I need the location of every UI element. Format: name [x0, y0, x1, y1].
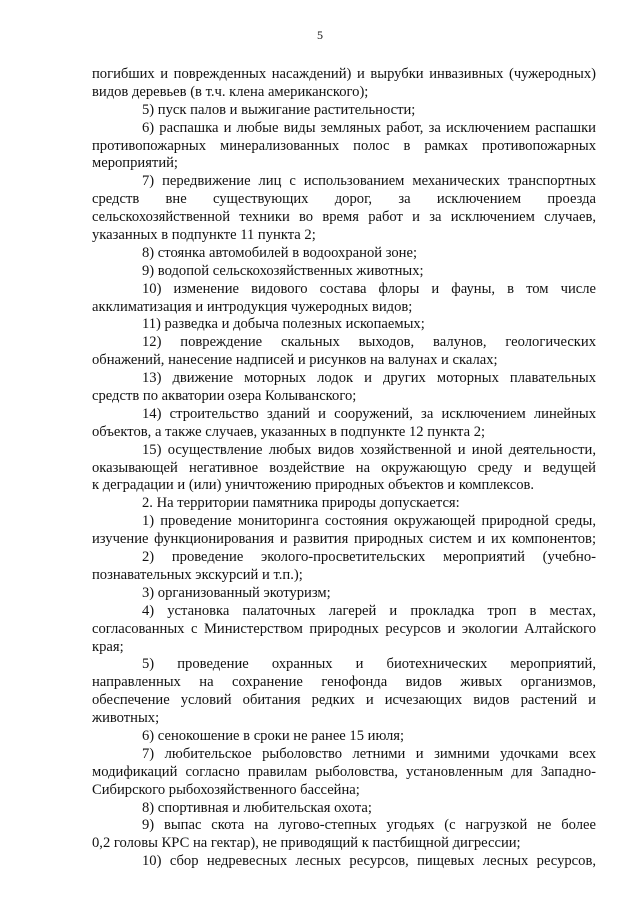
text-line: 9) водопой сельскохозяйственных животных;	[142, 262, 424, 279]
page-number: 5	[317, 28, 323, 42]
text-line: средств вне существующих дорог, за исключением проезда	[92, 191, 596, 208]
text-line: животных;	[92, 710, 160, 727]
text-line: 5) пуск палов и выжигание растительности;	[142, 101, 416, 118]
text-line: 8) спортивная и любительская охота;	[142, 799, 372, 816]
text-line: 13) движение моторных лодок и других моторных плавательных	[142, 370, 596, 387]
text-line: объектов, а также случаев, указанных в подпункте 12 пункта 2;	[92, 423, 486, 440]
text-line: обеспечение условий обитания редких и исчезающих видов растений и	[92, 692, 596, 709]
text-line: акклиматизация и интродукция чужеродных видов;	[92, 298, 413, 315]
text-line: противопожарных минерализованных полос в рамках противопожарных	[92, 137, 596, 154]
text-line: 14) строительство зданий и сооружений, за исключением линейных	[142, 405, 596, 422]
text-line: обнажений, нанесение надписей и рисунков на валунах и скалах;	[92, 352, 498, 369]
text-line: 2. На территории памятника природы допускается:	[142, 495, 460, 512]
text-line: 12) повреждение скальных выходов, валунов, геологических	[142, 334, 596, 351]
text-line: края;	[92, 638, 124, 655]
text-line: 11) разведка и добыча полезных ископаемых;	[142, 316, 425, 333]
text-line: 8) стоянка автомобилей в водоохраной зоне;	[142, 244, 418, 261]
text-line: мероприятий;	[92, 155, 178, 172]
text-line: изучение функционирования и развития природных систем и их компонентов;	[92, 531, 596, 548]
text-line: 7) любительское рыболовство летними и зимними удочками всех	[142, 745, 596, 762]
text-line: модификаций согласно правилам рыболовства, установленным для Западно-	[92, 763, 596, 780]
text-line: указанных в подпункте 11 пункта 2;	[92, 227, 316, 244]
text-line: направленных на сохранение генофонда видов живых организмов,	[92, 674, 596, 691]
text-line: погибших и поврежденных насаждений) и вырубки инвазивных (чужеродных)	[92, 66, 596, 82]
text-line: к деградации и (или) уничтожению природных объектов и комплексов.	[92, 477, 535, 494]
text-line: средств по акватории озера Колыванского;	[92, 388, 357, 405]
text-line: 9) выпас скота на лугово-степных угодьях (с нагрузкой не более	[142, 817, 596, 834]
text-line: 7) передвижение лиц с использованием механических транспортных	[142, 173, 596, 190]
document-body	[92, 66, 596, 871]
text-line: видов деревьев (в т.ч. клена американского);	[92, 83, 369, 100]
text-line: 0,2 головы КРС на гектар), не приводящий к пастбищной дигрессии;	[92, 835, 521, 852]
text-line: 3) организованный экотуризм;	[142, 584, 331, 601]
text-line: Сибирского рыбохозяйственного бассейна;	[92, 781, 360, 798]
text-line: 10) сбор недревесных лесных ресурсов, пищевых лесных ресурсов,	[142, 853, 596, 870]
text-line: 1) проведение мониторинга состояния окружающей природной среды,	[142, 513, 596, 530]
text-line: оказывающей негативное воздействие на окружающую среду и ведущей	[92, 459, 596, 476]
text-line: 10) изменение видового состава флоры и фауны, в том числе	[142, 280, 596, 297]
text-line: познавательных экскурсий и т.п.);	[92, 566, 303, 583]
text-line: 6) распашка и любые виды земляных работ, за исключением распашки	[142, 119, 596, 136]
text-line: согласованных с Министерством природных ресурсов и экологии Алтайского	[92, 620, 596, 637]
text-line: сельскохозяйственной техники во время работ и за исключением случаев,	[92, 209, 596, 226]
text-line: 5) проведение охранных и биотехнических мероприятий,	[142, 656, 596, 673]
text-line: 6) сенокошение в сроки не ранее 15 июля;	[142, 727, 405, 744]
text-line: 4) установка палаточных лагерей и прокладка троп в местах,	[142, 602, 596, 619]
text-line: 15) осуществление любых видов хозяйственной и иной деятельности,	[142, 441, 596, 458]
text-line: 2) проведение эколого-просветительских мероприятий (учебно-	[142, 549, 596, 566]
